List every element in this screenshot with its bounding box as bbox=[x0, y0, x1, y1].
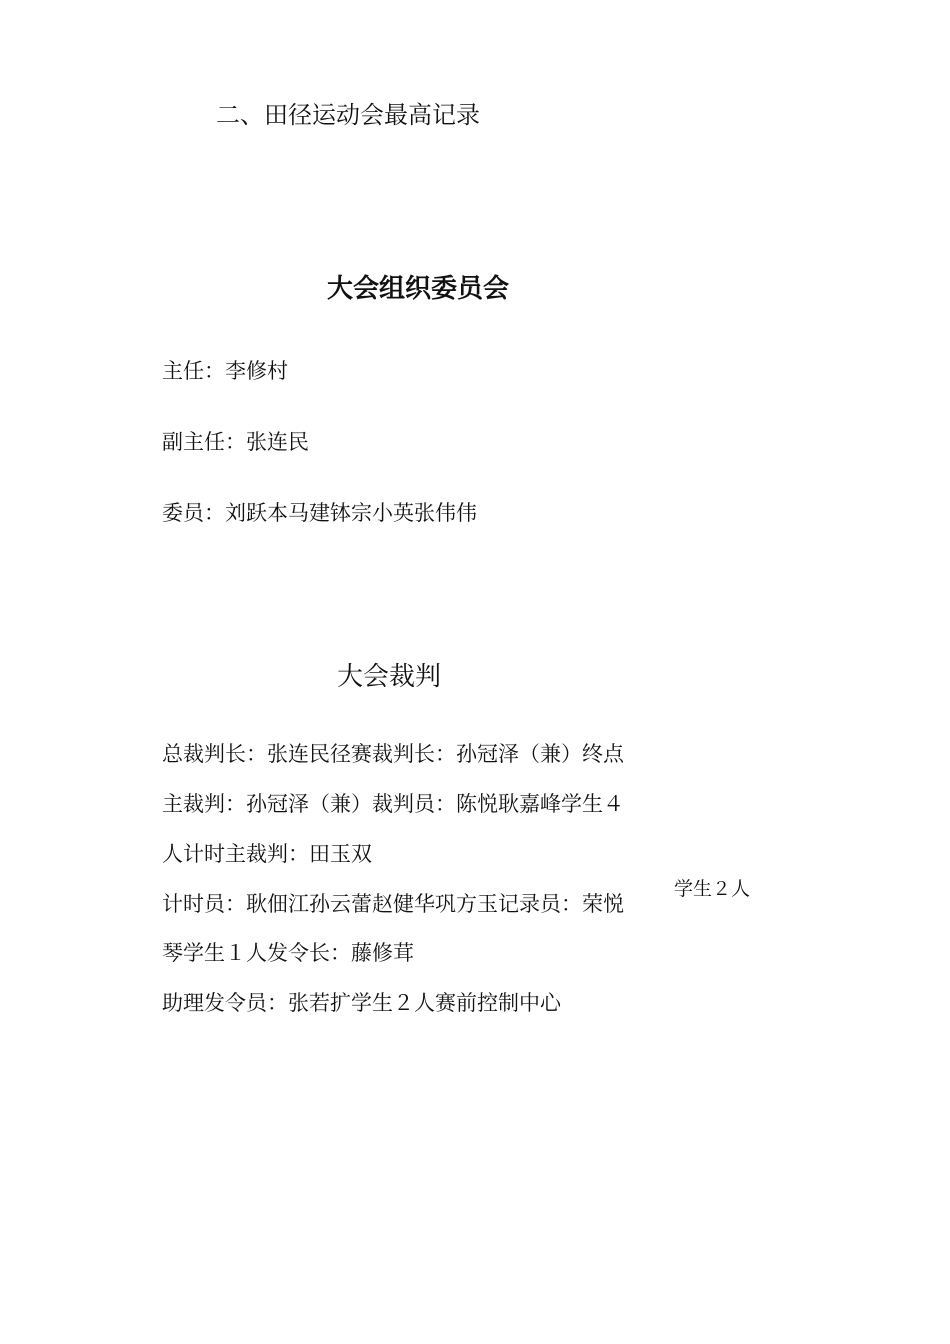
referee-side-note: 学生２人 bbox=[674, 878, 751, 900]
referee-line: 主裁判：孙冠泽（兼）裁判员：陈悦耿嘉峰学生４ bbox=[162, 792, 624, 816]
committee-members: 委员：刘跃本马建钵宗小英张伟伟 bbox=[162, 501, 477, 525]
referee-line: 总裁判长：张连民径赛裁判长：孙冠泽（兼）终点 bbox=[162, 742, 624, 766]
referee-line: 人计时主裁判：田玉双 bbox=[162, 842, 372, 866]
committee-director: 主任：李修村 bbox=[162, 359, 288, 383]
referee-line: 计时员：耿佃江孙云蕾赵健华巩方玉记录员：荣悦 bbox=[162, 892, 624, 916]
committee-deputy-director: 副主任：张连民 bbox=[162, 430, 309, 454]
referees-title: 大会裁判 bbox=[337, 662, 442, 692]
committee-title: 大会组织委员会 bbox=[327, 274, 510, 304]
referee-line: 助理发令员：张若扩学生２人赛前控制中心 bbox=[162, 991, 561, 1015]
referee-line: 琴学生１人发令长：藤修茸 bbox=[162, 941, 414, 965]
section-heading: 二、田径运动会最高记录 bbox=[216, 101, 480, 129]
